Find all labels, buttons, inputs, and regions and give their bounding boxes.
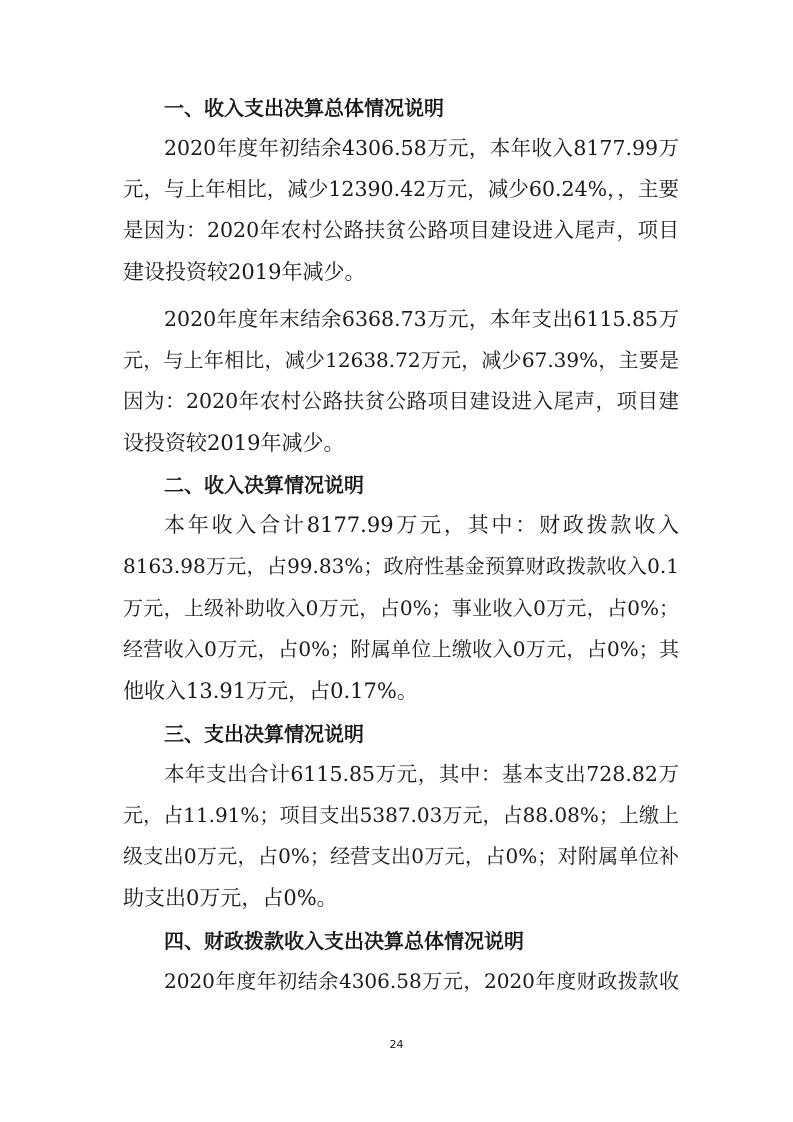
paragraph-line: 元，与上年相比，减少12638.72万元，减少67.39%，主要是	[123, 348, 679, 372]
page-number: 24	[389, 1038, 404, 1051]
paragraph-line: 助支出0万元，占0%。	[123, 886, 338, 910]
paragraph-line: 经营收入0万元，占0%；附属单位上缴收入0万元，占0%；其	[123, 637, 679, 661]
paragraph-line: 2020年度年初结余4306.58万元，2020年度财政拨款收	[164, 969, 679, 993]
section-heading-1: 一、收入支出决算总体情况说明	[164, 96, 444, 120]
paragraph-line: 因为：2020年农村公路扶贫公路项目建设进入尾声，项目建	[123, 389, 679, 413]
paragraph-line: 万元，上级补助收入0万元，占0%；事业收入0万元，占0%；	[123, 596, 679, 620]
paragraph-line: 本年收入合计8177.99万元，其中：财政拨款收入	[164, 513, 679, 537]
paragraph-line: 元，与上年相比，减少12390.42万元，减少60.24%，，主要	[123, 177, 679, 201]
section-heading-2: 二、收入决算情况说明	[164, 473, 364, 497]
paragraph-line: 他收入13.91万元，占0.17%。	[123, 679, 418, 703]
paragraph-line: 2020年度年末结余6368.73万元，本年支出6115.85万	[164, 307, 679, 331]
paragraph-line: 设投资较2019年减少。	[123, 431, 345, 455]
section-heading-4: 四、财政拨款收入支出决算总体情况说明	[164, 929, 524, 953]
paragraph-line: 建设投资较2019年减少。	[123, 260, 366, 284]
paragraph-line: 8163.98万元，占99.83%；政府性基金预算财政拨款收入0.1	[123, 554, 679, 578]
paragraph-line: 是因为：2020年农村公路扶贫公路项目建设进入尾声，项目	[123, 218, 679, 242]
paragraph-line: 元，占11.91%；项目支出5387.03万元，占88.08%；上缴上	[123, 803, 679, 827]
section-heading-3: 三、支出决算情况说明	[164, 722, 364, 746]
paragraph-line: 2020年度年初结余4306.58万元，本年收入8177.99万	[164, 136, 679, 160]
paragraph-line: 本年支出合计6115.85万元，其中：基本支出728.82万	[164, 762, 679, 786]
paragraph-line: 级支出0万元，占0%；经营支出0万元，占0%；对附属单位补	[123, 844, 679, 868]
